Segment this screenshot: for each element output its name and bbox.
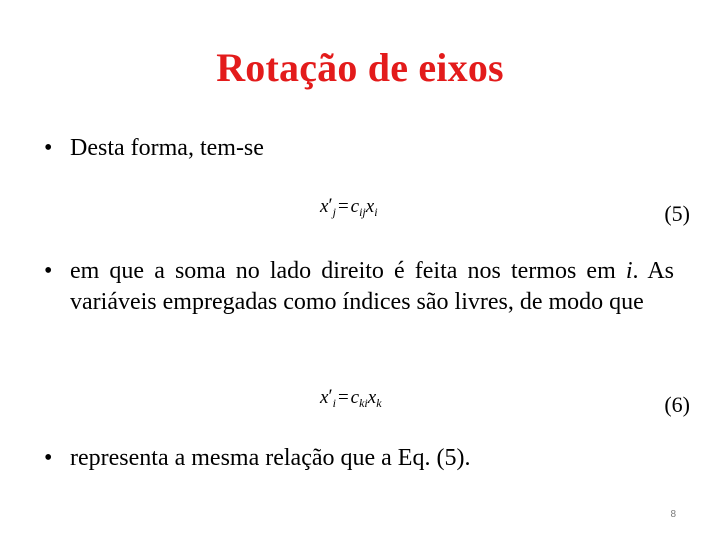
equation-lhs-variable: x (320, 196, 329, 217)
equation-prime: ′ (328, 386, 333, 407)
equation-equals: = (337, 196, 349, 217)
bullet-marker: • (44, 135, 53, 161)
bullet-text: representa a mesma relação que a Eq. (5). (70, 445, 471, 471)
bullet-text-part: em que a soma no lado direito é feita nos termos em (70, 258, 626, 284)
equation-coefficient-subscript: ki (359, 396, 368, 410)
equation-equals: = (337, 387, 349, 408)
equation-coefficient-subscript: ij (359, 205, 366, 219)
bullet-text-italic-index: i (625, 258, 633, 284)
equation-rhs-subscript: k (376, 396, 382, 410)
bullet-item-2 (44, 256, 684, 352)
bullet-text: Desta forma, tem-se (70, 135, 264, 161)
equation-number-6: (6) (664, 392, 690, 417)
equation-lhs-subscript: i (332, 396, 336, 410)
equation-coefficient: c (350, 196, 360, 217)
equation-lhs-variable: x (320, 387, 329, 408)
bullet-text (70, 256, 674, 318)
bullet-item-1 (44, 133, 684, 165)
equation-number-5: (5) (664, 201, 690, 226)
page-number: 8 (670, 509, 676, 520)
equation-rhs-variable: x (367, 387, 377, 408)
equation-prime: ′ (328, 195, 333, 216)
equation-coefficient: c (350, 387, 360, 408)
bullet-marker: • (44, 258, 53, 284)
equation-rhs-subscript: i (374, 205, 378, 219)
bullet-item-3 (44, 443, 684, 475)
equation-rhs-variable: x (365, 196, 375, 217)
slide-title: Rotação de eixos (216, 45, 504, 90)
bullet-text-part: . As variáveis empregadas como índices são livres, de modo que (70, 258, 674, 315)
bullet-marker: • (44, 445, 53, 471)
equation-lhs-subscript: j (332, 205, 336, 219)
equation-5 (320, 196, 378, 218)
equation-6 (320, 387, 382, 409)
